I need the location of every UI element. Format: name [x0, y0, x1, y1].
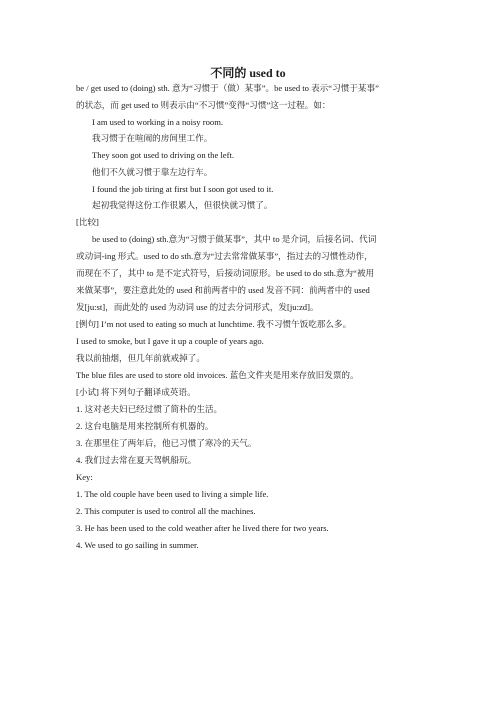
text-line: 或动词-ing 形式。used to do sth.意为“过去常常做某事”，指过去的习惯性动作， — [76, 251, 373, 261]
text-line: be used to (doing) sth.意为“习惯于做某事”，其中 to 是介词，后接名词、代词 — [92, 234, 377, 244]
section-label: [比较] — [76, 217, 99, 227]
example-translation: 他们不久就习惯于靠左边行车。 — [92, 167, 213, 177]
example-sentence: I found the job tiring at first but I soon got used to it. — [92, 184, 274, 194]
text-line: 发[ju:st]，而此处的 used 为动词 use 的过去分词形式，发[ju:zd]。 — [76, 302, 319, 312]
example-translation: 我习惯于在喧闹的房间里工作。 — [92, 133, 213, 143]
text-line: I used to smoke, but I gave it up a couple of years ago. — [76, 336, 264, 346]
text-line: 的状态，而 get used to 则表示由“不习惯”变得“习惯”这一过程。如： — [76, 100, 331, 110]
text-line: 我以前抽烟，但几年前就戒掉了。 — [76, 353, 205, 363]
text-line: be / get used to (doing) sth. 意为“习惯于（做）某事”。be used to 表示“习惯于某事” — [76, 83, 379, 93]
example-sentence: I am used to working in a noisy room. — [92, 117, 224, 127]
text-line: The blue files are used to store old invoices. 蓝色文件夹是用来存放旧发票的。 — [76, 370, 359, 380]
section-label: [小试] 将下列句子翻译成英语。 — [76, 387, 196, 397]
exercise-item: 3. 在那里住了两年后，他已习惯了寒冷的天气。 — [76, 438, 257, 448]
text-line: 来做某事”，要注意此处的 used 和前两者中的 used 发音不同：前两者中的 used — [76, 285, 370, 295]
answer-item: 1. The old couple have been used to living a simple life. — [76, 489, 269, 499]
section-label: Key: — [76, 472, 93, 482]
answer-item: 3. He has been used to the cold weather after he lived there for two years. — [76, 523, 329, 533]
exercise-item: 1. 这对老夫妇已经过惯了简朴的生活。 — [76, 404, 223, 414]
page-title: 不同的 used to — [210, 66, 286, 80]
exercise-item: 2. 这台电脑是用来控制所有机器的。 — [76, 421, 214, 431]
example-sentence: They soon got used to driving on the left. — [92, 150, 235, 160]
example-translation: 起初我觉得这份工作很累人，但很快就习惯了。 — [92, 200, 273, 210]
answer-item: 4. We used to go sailing in summer. — [76, 540, 199, 550]
exercise-item: 4. 我们过去常在夏天驾帆船玩。 — [76, 455, 197, 465]
text-line: 而现在不了，其中 to 是不定式符号，后接动词原形。be used to do sth.意为“被用 — [76, 268, 375, 278]
answer-item: 2. This computer is used to control all the machines. — [76, 506, 256, 516]
text-line: [例句] I’m not used to eating so much at lunchtime. 我不习惯午饭吃那么多。 — [76, 319, 352, 329]
